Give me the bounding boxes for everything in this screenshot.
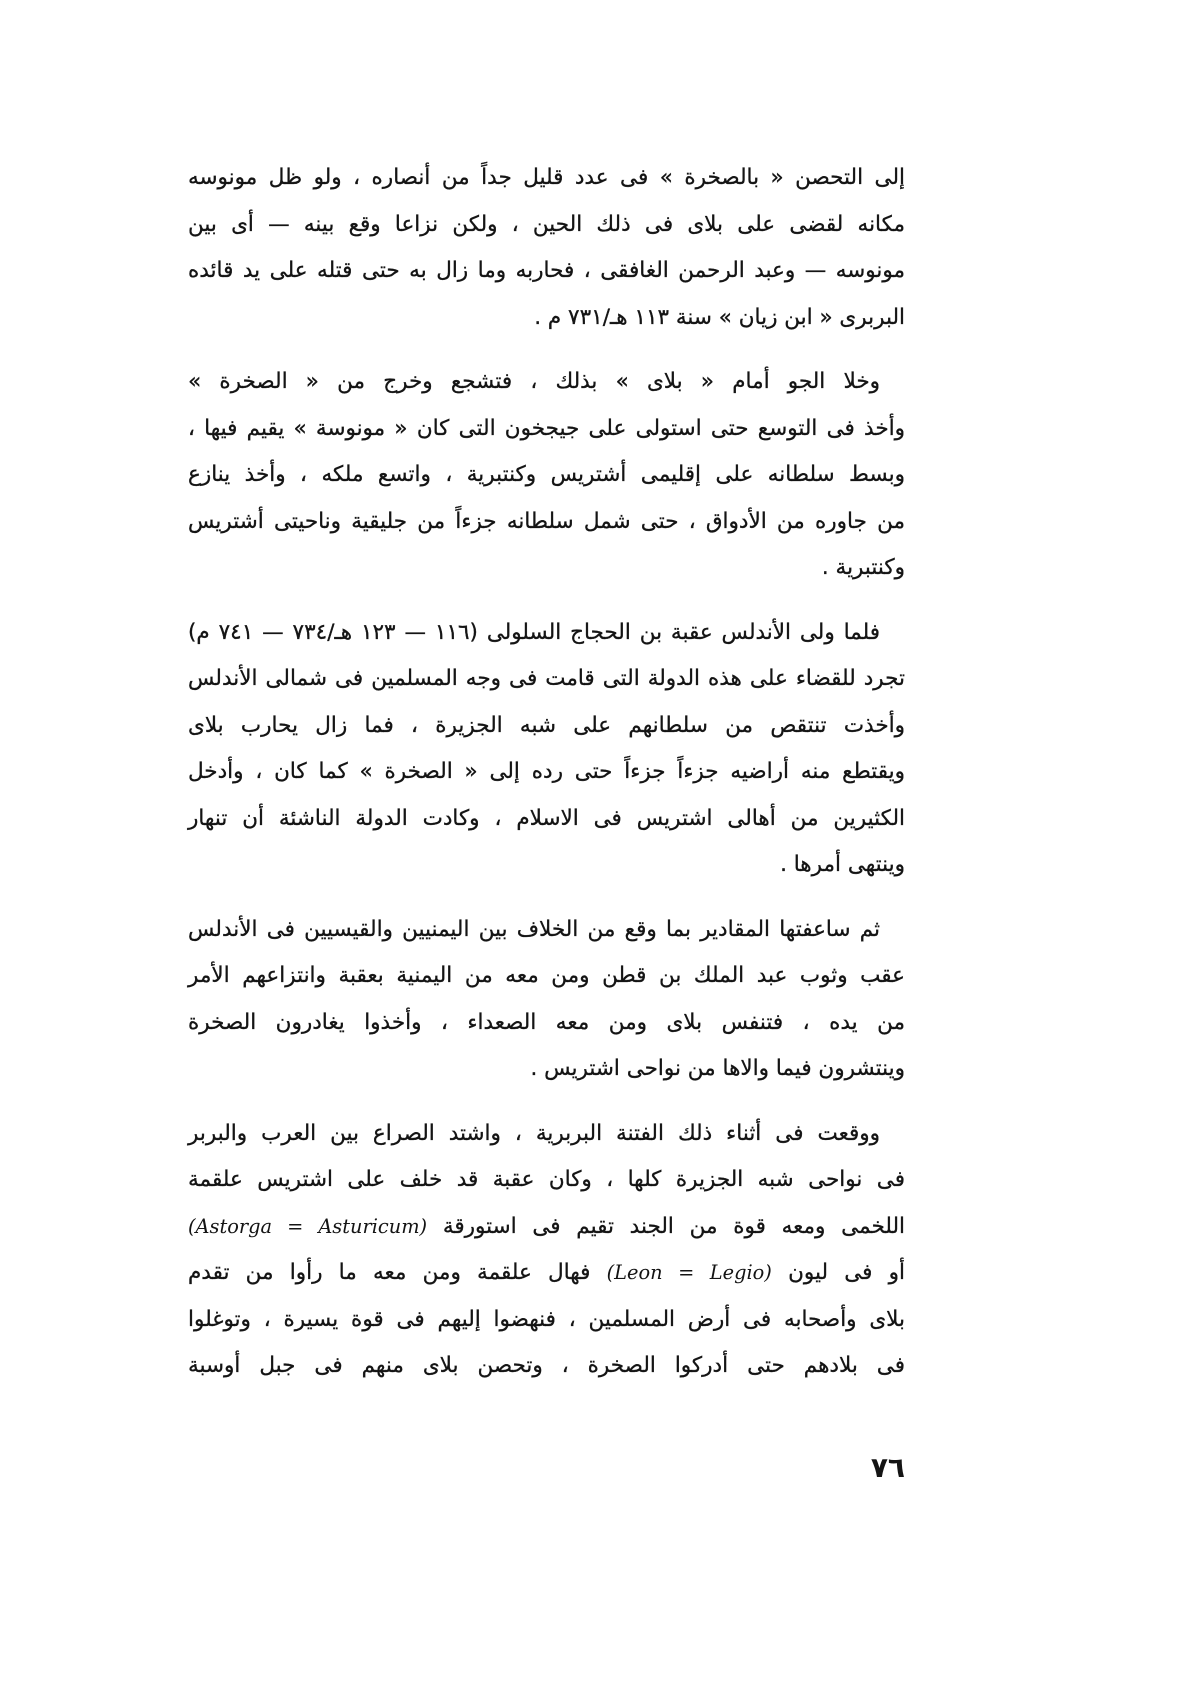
page-text <box>188 155 905 1390</box>
text-line: ووقعت فى أثناء ذلك الفتنة البربرية ، واشتد الصراع بين العرب والبربر <box>188 1120 880 1146</box>
page-number: ٧٦ <box>870 1451 905 1484</box>
text-segment: أو فى ليون <box>788 1260 905 1285</box>
text-line: من جاوره من الأدواق ، حتى شمل سلطانه جزءاً من جليقية وناحيتى أشتريس <box>188 508 905 534</box>
text-line: فى نواحى شبه الجزيرة كلها ، وكان عقبة قد خلف على اشتريس علقمة <box>188 1167 905 1192</box>
text-line: وخلا الجو أمام « بلاى » بذلك ، فتشجع وخرج من « الصخرة » <box>188 369 880 394</box>
text-line: فى بلادهم حتى أدركوا الصخرة ، وتحصن بلاى منهم فى جبل أوسبة <box>188 1353 905 1378</box>
paragraph <box>188 359 905 592</box>
paragraph <box>188 907 905 1093</box>
text-line: ثم ساعفتها المقادير بما وقع من الخلاف بين اليمنيين والقيسيين فى الأندلس <box>188 916 880 942</box>
text-segment: فهال علقمة ومن معه ما رأوا من تقدم <box>188 1260 591 1285</box>
text-line: ويقتطع منه أراضيه جزءاً جزءاً حتى رده إلى « الصخرة » كما كان ، وأدخل <box>188 759 905 784</box>
paragraph <box>188 155 905 341</box>
latin-term: (Leon = Legio) <box>606 1261 772 1284</box>
text-line: بلاى وأصحابه فى أرض المسلمين ، فنهضوا إليهم فى قوة يسيرة ، وتوغلوا <box>188 1306 905 1332</box>
text-line: وينتشرون فيما والاها من نواحى اشتريس . <box>530 1056 905 1081</box>
text-line: وينتهى أمرها . <box>780 852 905 877</box>
text-line: وأخذ فى التوسع حتى استولى على جيجخون التى كان « مونوسة » يقيم فيها ، <box>188 415 905 441</box>
text-line: فلما ولى الأندلس عقبة بن الحجاج السلولى (١١٦ — ١٢٣ هـ/٧٣٤ — ٧٤١ م) <box>188 619 881 645</box>
paragraph <box>188 610 905 889</box>
text-line: عقب وثوب عبد الملك بن قطن ومن معه من اليمنية بعقبة وانتزاعهم الأمر <box>188 963 905 988</box>
text-line: وبسط سلطانه على إقليمى أشتريس وكنتبرية ، واتسع ملكه ، وأخذ ينازع <box>188 462 905 487</box>
text-line: مونوسه — وعبد الرحمن الغافقى ، فحاربه وما زال به حتى قتله على يد قائده <box>188 258 905 283</box>
text-line: وأخذت تنتقص من سلطانهم على شبه الجزيرة ، فما زال يحارب بلاى <box>188 712 905 738</box>
text-line: تجرد للقضاء على هذه الدولة التى قامت فى وجه المسلمين فى شمالى الأندلس <box>188 666 905 691</box>
text-line: من يده ، فتنفس بلاى ومن معه الصعداء ، وأخذوا يغادرون الصخرة <box>188 1009 905 1035</box>
text-line: مكانه لقضى على بلاى فى ذلك الحين ، ولكن نزاعا وقع بينه — أى بين <box>188 211 905 237</box>
paragraph <box>188 1111 905 1390</box>
text-segment: اللخمى ومعه قوة من الجند تقيم فى استورقة <box>442 1213 906 1239</box>
text-line: الكثيرين من أهالى اشتريس فى الاسلام ، وكادت الدولة الناشئة أن تنهار <box>188 805 905 831</box>
text-line: وكنتبرية . <box>821 555 905 580</box>
latin-term: (Astorga = Asturicum) <box>188 1214 428 1238</box>
text-line: إلى التحصن « بالصخرة » فى عدد قليل جداً من أنصاره ، ولو ظل مونوسه <box>188 165 905 190</box>
text-line <box>188 1204 905 1251</box>
text-line: البربرى « ابن زيان » سنة ١١٣ هـ/٧٣١ م . <box>534 304 905 330</box>
text-line <box>188 1250 905 1297</box>
